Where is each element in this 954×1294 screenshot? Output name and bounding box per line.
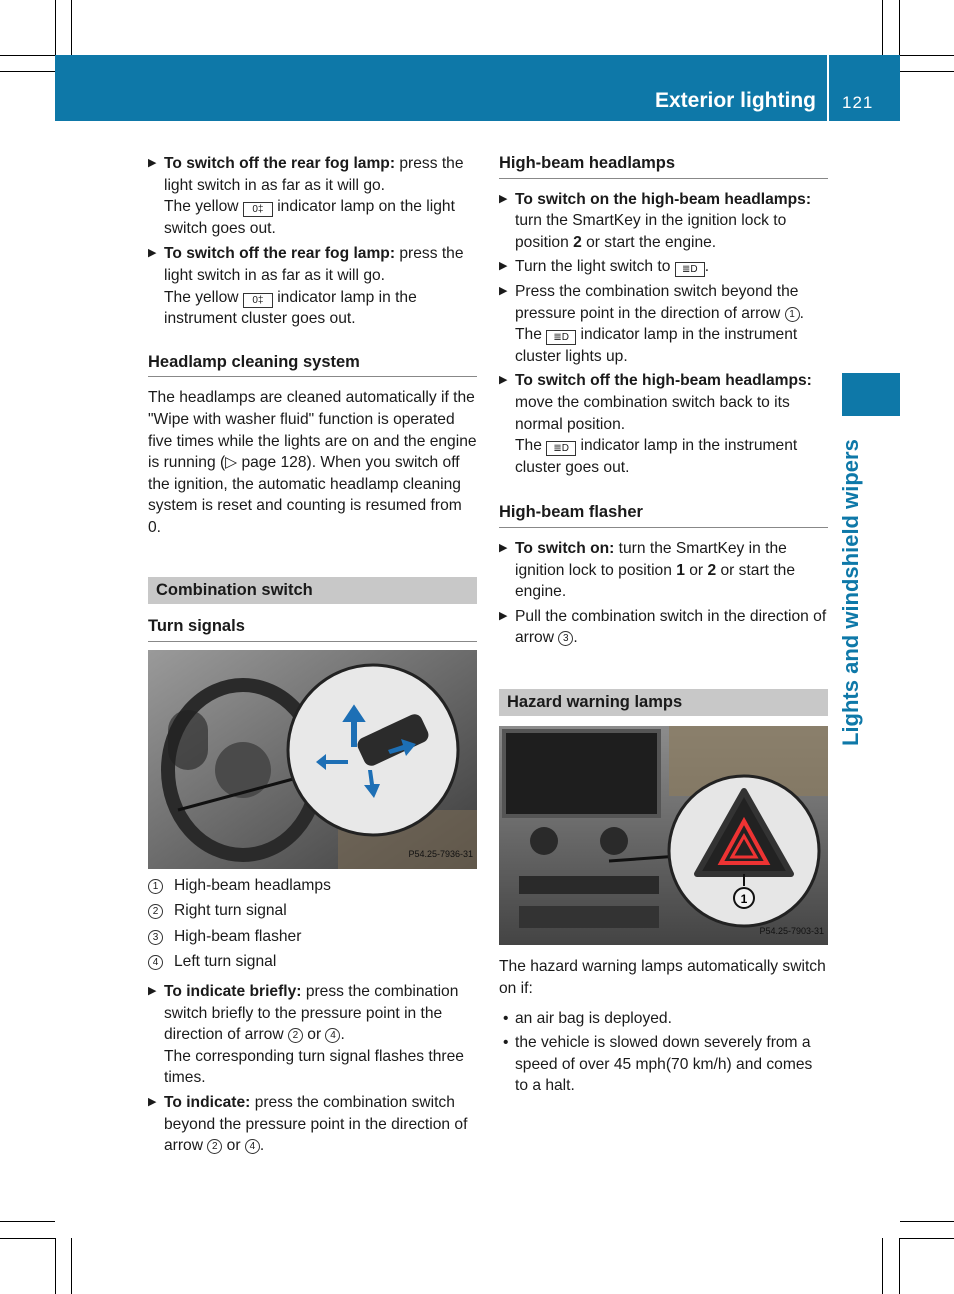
bullet-icon: • [503, 1034, 509, 1052]
callout-number: 4 [245, 1139, 260, 1154]
step-arrow-icon: ▶ [499, 192, 508, 205]
callout-number: 3 [558, 631, 573, 646]
step-text: 2 [707, 561, 717, 579]
legend-text: High-beam flasher [174, 927, 302, 945]
step-text: turn the SmartKey in the ignition lock to position [515, 539, 787, 579]
instruction-step [148, 1092, 477, 1157]
step-arrow-icon: ▶ [499, 374, 508, 387]
step-arrow-icon: ▶ [499, 541, 508, 554]
step-text: Pull the combination switch in the direction of arrow [515, 607, 827, 647]
step-note: The yellow [164, 288, 243, 306]
subsection-heading: High-beam headlamps [499, 153, 828, 179]
crop-mark [900, 71, 954, 72]
hazard-switch-illustration [499, 726, 828, 945]
svg-text:1: 1 [740, 892, 748, 907]
step-text: press the combination switch beyond the pressure point in the direction of arrow [164, 1094, 468, 1155]
step-lead: To switch off the high-beam headlamps: [515, 372, 812, 390]
step-note: The [515, 326, 547, 344]
crop-mark [899, 0, 900, 55]
body-paragraph: The headlamps are cleaned automatically if the "Wipe with washer fluid" function is operated five times while the lights are on and the engine is running (▷ page 128). When you switch off the ignition, the automatic headlamp cleaning system is reset and counting is resumed from 0. [148, 389, 477, 536]
crop-mark [882, 0, 883, 55]
step-text: press the light switch in as far as it will go. [164, 245, 464, 284]
step-arrow-icon: ▶ [499, 284, 508, 297]
high-beam-icon: ≣D [546, 441, 576, 456]
bullet-text: an air bag is deployed. [515, 1009, 672, 1027]
instruction-step [148, 153, 477, 239]
combination-switch-illustration [148, 650, 477, 869]
instruction-step [499, 370, 828, 478]
step-note: indicator lamp in the instrument cluster goes out. [164, 288, 417, 328]
step-text: or [222, 1137, 245, 1155]
step-text: or start the engine. [515, 561, 796, 601]
step-note: The corresponding turn signal flashes three times. [164, 1047, 464, 1087]
crop-mark [0, 1238, 55, 1239]
callout-number: 2 [148, 904, 163, 919]
header-bar [55, 55, 900, 121]
instruction-step [499, 606, 828, 649]
crop-mark [900, 1221, 954, 1222]
subsection-heading: High-beam flasher [499, 502, 828, 528]
high-beam-icon: ≣D [675, 262, 705, 277]
bullet-icon: • [503, 1009, 509, 1027]
chapter-title: Lights and windshield wipers [838, 439, 863, 746]
step-text: Press the combination switch beyond the pressure point in the direction of arrow [515, 282, 799, 322]
callout-number: 1 [785, 307, 800, 322]
instruction-step [148, 243, 477, 329]
step-arrow-icon: ▶ [499, 260, 508, 273]
chapter-tab [842, 373, 900, 416]
bullet-item [499, 1008, 828, 1030]
step-note: indicator lamp in the instrument cluster lights up. [515, 326, 798, 365]
rear-fog-lamp-icon: 0‡ [243, 202, 273, 217]
instruction-step [499, 189, 828, 254]
header-divider [827, 55, 829, 121]
instruction-step [499, 538, 828, 603]
section-title: Exterior lighting [654, 89, 816, 112]
crop-mark [899, 1238, 900, 1294]
figure-reference-label: P54.25-7903-31 [759, 925, 824, 936]
step-text: . [573, 629, 578, 647]
callout-number: 1 [148, 879, 163, 894]
instruction-step [499, 281, 828, 367]
crop-mark [0, 71, 55, 72]
legend-list [148, 875, 477, 973]
callout-number: 2 [288, 1028, 303, 1043]
callout-number: 3 [148, 930, 163, 945]
crop-mark [71, 0, 72, 55]
step-text: . [340, 1026, 345, 1044]
subsection-heading: Turn signals [148, 616, 477, 642]
step-text: move the combination switch back to its normal position. [515, 393, 790, 433]
legend-text: Left turn signal [174, 953, 277, 971]
crop-mark [900, 55, 954, 56]
step-lead: To switch off the rear fog lamp: [164, 245, 396, 263]
subsection-heading: Headlamp cleaning system [148, 352, 477, 378]
figure-reference-label: P54.25-7936-31 [408, 849, 473, 860]
step-text: turn the SmartKey in the ignition lock to position [515, 212, 787, 251]
crop-mark [882, 1238, 883, 1294]
step-arrow-icon: ▶ [499, 609, 508, 622]
left-column [148, 153, 477, 1160]
step-lead: To indicate: [164, 1094, 251, 1112]
step-text: 2 [573, 233, 582, 251]
bullet-text: the vehicle is slowed down severely from a speed of over 45 mph(70 km/h) and comes to a halt. [515, 1034, 813, 1095]
step-lead: To switch on the high-beam headlamps: [515, 190, 812, 208]
section-heading: Hazard warning lamps [499, 689, 828, 717]
legend-text: High-beam headlamps [174, 876, 331, 894]
callout-number: 4 [325, 1028, 340, 1043]
instruction-step [148, 981, 477, 1089]
step-text: or [684, 561, 708, 579]
step-text: . [259, 1137, 265, 1155]
rear-fog-lamp-icon: 0‡ [243, 293, 273, 308]
high-beam-icon: ≣D [546, 330, 576, 345]
crop-mark [55, 1238, 56, 1294]
crop-mark [71, 1238, 72, 1294]
step-lead: To switch on: [515, 539, 615, 557]
crop-mark [0, 1221, 55, 1222]
body-paragraph: The hazard warning lamps automatically switch on if: [499, 958, 826, 998]
step-text: . [799, 304, 804, 322]
legend-item [148, 926, 477, 948]
step-arrow-icon: ▶ [148, 985, 157, 998]
legend-item [148, 875, 477, 897]
step-note: The yellow [164, 198, 243, 216]
legend-item [148, 951, 477, 973]
crop-mark [0, 55, 55, 56]
instruction-step [499, 256, 828, 278]
right-column [499, 153, 828, 1100]
step-text: . [704, 258, 710, 276]
page-number: 121 [842, 93, 874, 112]
hazard-switch-figure [499, 726, 828, 945]
step-lead: To switch off the rear fog lamp: [164, 155, 396, 172]
legend-text: Right turn signal [174, 902, 287, 920]
step-text: press the combination switch briefly to the pressure point in the direction of arrow [164, 983, 459, 1044]
step-lead: To indicate briefly: [164, 983, 302, 1001]
callout-number: 4 [148, 955, 163, 970]
crop-mark [55, 0, 56, 55]
legend-item [148, 900, 477, 922]
step-note: The [515, 437, 547, 455]
step-arrow-icon: ▶ [148, 157, 157, 169]
step-text: or [302, 1026, 326, 1044]
step-arrow-icon: ▶ [148, 247, 157, 260]
bullet-item [499, 1032, 828, 1097]
crop-mark [900, 1238, 954, 1239]
step-text: or start the engine. [581, 233, 717, 251]
combination-switch-figure [148, 650, 477, 869]
step-note: indicator lamp in the instrument cluster goes out. [515, 437, 798, 476]
step-text: press the light switch in as far as it will go. [164, 155, 464, 194]
step-arrow-icon: ▶ [148, 1096, 157, 1109]
section-heading: Combination switch [148, 577, 477, 605]
step-text: 1 [676, 561, 685, 579]
step-note: indicator lamp on the light switch goes out. [164, 198, 455, 237]
callout-number: 2 [207, 1139, 222, 1154]
step-text: Turn the light switch to [515, 258, 675, 276]
